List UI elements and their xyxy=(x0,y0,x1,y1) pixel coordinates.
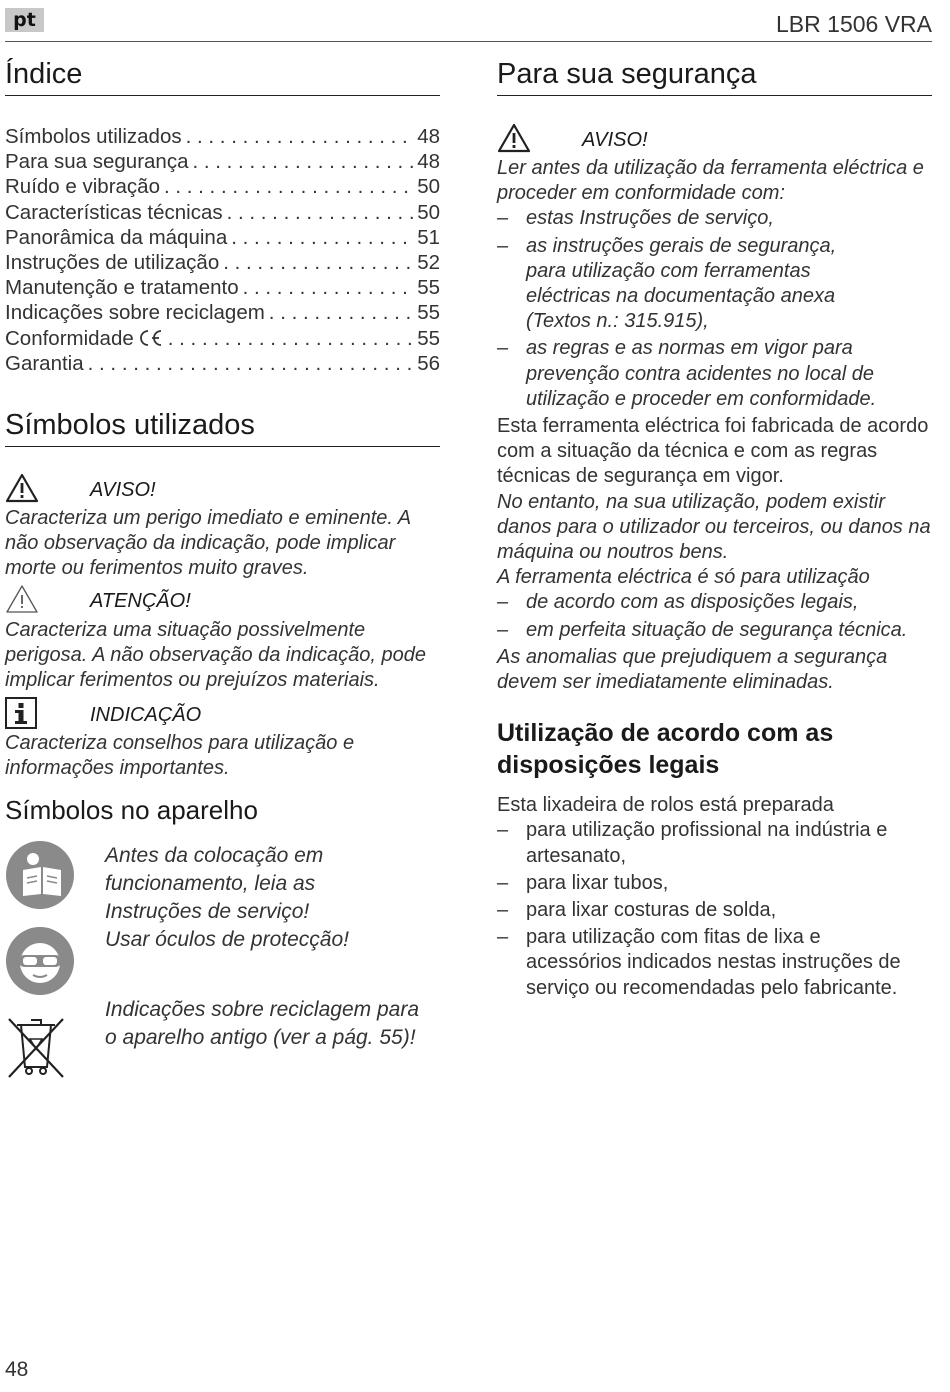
device-symbols-list xyxy=(5,840,440,1084)
list-item: – para lixar costuras de solda, xyxy=(497,898,907,923)
caution-label: ATENÇÃO! xyxy=(90,590,191,613)
toc-page: 48 xyxy=(417,125,440,148)
ce-mark-icon xyxy=(138,326,164,351)
safety-conditions-list xyxy=(497,590,937,642)
intended-use-list xyxy=(497,818,907,1000)
list-item: – estas Instruções de serviço, xyxy=(497,206,917,231)
toc-leader xyxy=(227,200,414,225)
toc-entry[interactable] xyxy=(5,275,440,300)
list-item: – as instruções gerais de segurança, para utilização com ferramentas eléctricas na documentação anexa (Textos n.: 315.915), xyxy=(497,234,917,335)
toc-label: Conformidade xyxy=(5,326,134,350)
caution-text: Caracteriza uma situação possivelmente perigosa. A não observação da indicação, pode implicar ferimentos ou prejuízos materiais. xyxy=(5,618,427,692)
toc-leader xyxy=(223,250,413,275)
list-item: – as regras e as normas em vigor para prevenção contra acidentes no local de utilização e proceder em conformidade. xyxy=(497,336,917,412)
toc-leader xyxy=(243,275,414,300)
safety-warning-label: AVISO! xyxy=(582,128,648,151)
warning-header xyxy=(5,474,440,506)
toc-leader xyxy=(231,225,413,250)
device-texts xyxy=(105,840,440,1084)
info-label: INDICAÇÃO xyxy=(90,703,202,726)
read-manual-text: Antes da colocação em funcionamento, leia as Instruções de serviço! xyxy=(105,843,324,923)
toc-leader xyxy=(168,326,413,351)
info-icon xyxy=(5,697,37,734)
toc-page: 48 xyxy=(417,150,440,174)
read-manual-icon xyxy=(5,840,105,915)
toc-leader xyxy=(164,174,413,199)
index-title: Índice xyxy=(5,58,440,96)
safety-title: Para sua segurança xyxy=(497,58,932,96)
warning-triangle-icon xyxy=(5,473,39,508)
safety-intro: Ler antes da utilização da ferramenta eléctrica e proceder em conformidade com: xyxy=(497,157,924,205)
safety-intro-list xyxy=(497,206,917,412)
toc-entry[interactable] xyxy=(5,225,440,250)
goggles-text: Usar óculos de protecção! xyxy=(105,927,349,951)
toc-leader xyxy=(192,149,413,174)
toc-entry[interactable] xyxy=(5,200,440,225)
left-column xyxy=(5,58,440,1084)
toc-entry[interactable] xyxy=(5,351,440,376)
device-symbols-title: Símbolos no aparelho xyxy=(5,794,258,825)
toc-leader xyxy=(186,124,414,149)
toc-page: 55 xyxy=(417,276,440,300)
list-item: – para lixar tubos, xyxy=(497,871,907,896)
intended-use-title: Utilização de acordo com as disposições legais xyxy=(497,719,834,780)
safety-para-4: As anomalias que prejudiquem a segurança devem ser imediatamente eliminadas. xyxy=(497,645,888,694)
header-rule xyxy=(5,41,932,42)
toc-label: Garantia xyxy=(5,351,84,375)
toc-label: Para sua segurança xyxy=(5,150,189,174)
toc-entry[interactable] xyxy=(5,174,440,199)
safety-para-3: A ferramenta eléctrica é só para utilização xyxy=(497,566,870,589)
symbols-title: Símbolos utilizados xyxy=(5,409,440,447)
table-of-contents xyxy=(5,124,440,376)
device-icons xyxy=(5,840,105,1084)
caution-triangle-icon xyxy=(5,584,39,619)
toc-page: 51 xyxy=(417,225,440,249)
toc-label: Instruções de utilização xyxy=(5,251,220,275)
toc-entry[interactable] xyxy=(5,326,440,351)
toc-page: 55 xyxy=(417,326,440,350)
toc-label: Manutenção e tratamento xyxy=(5,276,239,300)
info-block xyxy=(5,699,440,781)
list-item: – em perfeita situação de segurança técnica. xyxy=(497,618,937,643)
safety-para-1: Esta ferramenta eléctrica foi fabricada de acordo com a situação da técnica e com as regras técnicas de segurança em vigor. xyxy=(497,415,929,488)
toc-label: Ruído e vibração xyxy=(5,175,160,199)
warning-triangle-icon xyxy=(497,123,531,158)
caution-header xyxy=(5,586,440,618)
toc-leader xyxy=(269,300,413,325)
crossed-bin-icon xyxy=(5,1015,105,1084)
toc-label: Indicações sobre reciclagem xyxy=(5,301,265,325)
recycling-text: Indicações sobre reciclagem para o aparelho antigo (ver a pág. 55)! xyxy=(105,997,419,1049)
goggles-icon xyxy=(5,926,105,1001)
right-column xyxy=(497,58,937,1001)
toc-page: 56 xyxy=(417,351,440,375)
toc-label: Panorâmica da máquina xyxy=(5,225,228,249)
toc-label: Símbolos utilizados xyxy=(5,125,182,148)
warning-text: Caracteriza um perigo imediato e eminente. A não observação da indicação, pode implicar morte ou ferimentos muito graves. xyxy=(5,507,411,580)
model-name: LBR 1506 VRA xyxy=(776,11,932,37)
list-item: – para utilização com fitas de lixa e acessórios indicados nestas instruções de serviço ou recomendadas pelo fabricante. xyxy=(497,925,907,1001)
warning-label: AVISO! xyxy=(90,478,156,501)
toc-page: 55 xyxy=(417,301,440,325)
page-number: 48 xyxy=(5,1358,29,1381)
toc-entry[interactable] xyxy=(5,124,440,149)
toc-entry[interactable] xyxy=(5,149,440,174)
language-tag: pt xyxy=(5,8,44,32)
toc-leader xyxy=(88,351,414,376)
warning-block xyxy=(5,474,440,582)
toc-page: 50 xyxy=(417,175,440,199)
list-item: – de acordo com as disposições legais, xyxy=(497,590,937,615)
toc-label: Características técnicas xyxy=(5,200,223,224)
safety-para-2: No entanto, na sua utilização, podem existir danos para o utilizador ou terceiros, ou danos na máquina ou noutros bens. xyxy=(497,490,931,564)
info-header xyxy=(5,699,440,731)
list-item: – para utilização profissional na indústria e artesanato, xyxy=(497,818,907,868)
toc-page: 52 xyxy=(417,251,440,275)
safety-warning-header xyxy=(497,124,937,156)
info-text: Caracteriza conselhos para utilização e informações importantes. xyxy=(5,732,355,780)
toc-entry[interactable] xyxy=(5,250,440,275)
toc-entry[interactable] xyxy=(5,300,440,325)
intended-use-intro: Esta lixadeira de rolos está preparada xyxy=(497,794,834,817)
toc-page: 50 xyxy=(417,200,440,224)
caution-block xyxy=(5,586,440,694)
